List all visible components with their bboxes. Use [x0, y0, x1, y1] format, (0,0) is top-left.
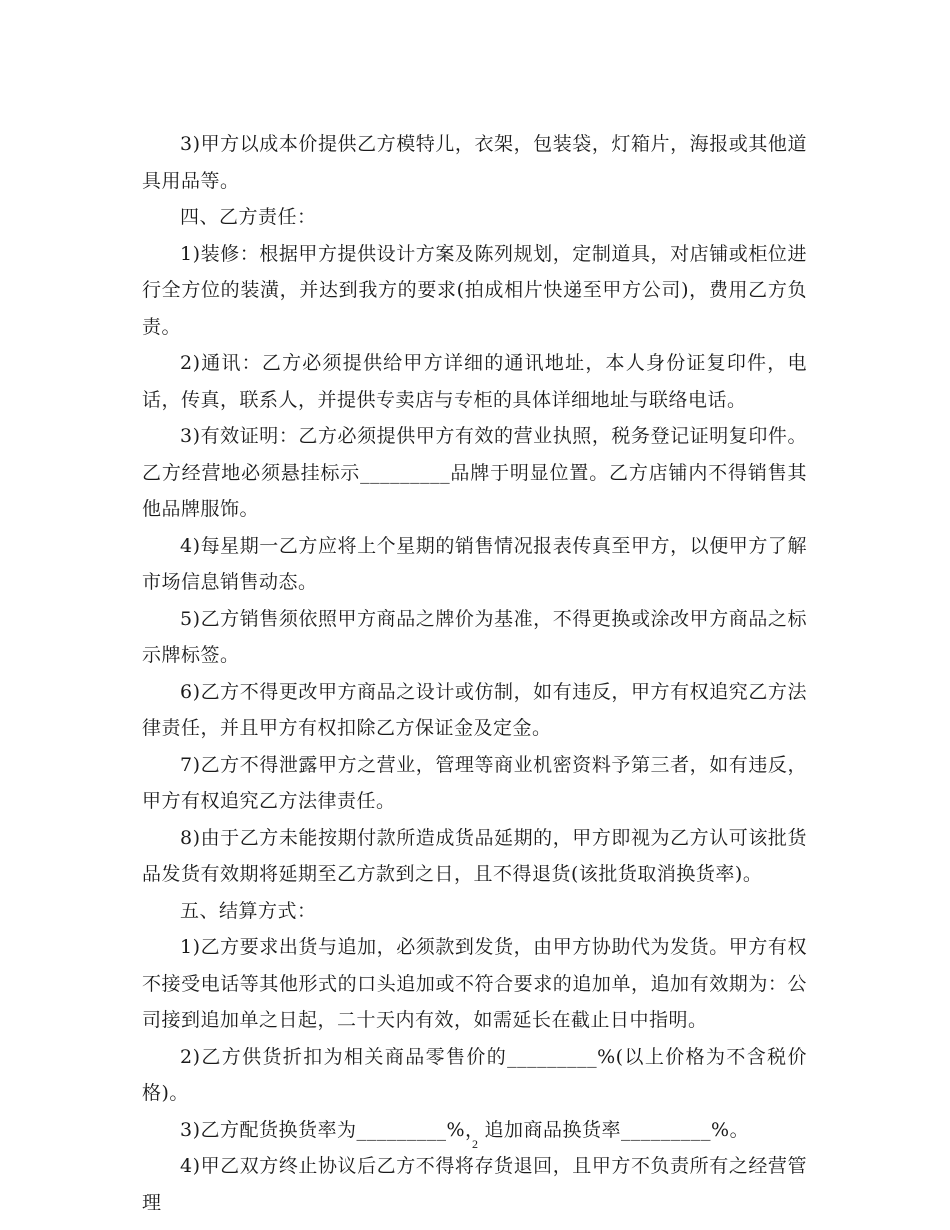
page-number: 2: [472, 1137, 478, 1151]
paragraph: 8)由于乙方未能按期付款所造成货品延期的，甲方即视为乙方认可该批货品发货有效期将延期至乙方款到之日，且不得退货(该批货取消换货率)。: [142, 826, 807, 885]
paragraph: 6)乙方不得更改甲方商品之设计或仿制，如有违反，甲方有权追究乙方法律责任，并且甲方有权扣除乙方保证金及定金。: [142, 680, 807, 739]
paragraph: 5)乙方销售须依照甲方商品之牌价为基准，不得更换或涂改甲方商品之标示牌标签。: [142, 607, 807, 666]
paragraph: 4)甲乙双方终止协议后乙方不得将存货退回，且甲方不负责所有之经营管理: [142, 1155, 807, 1214]
paragraph: 2)乙方供货折扣为相关商品零售价的_________%(以上价格为不含税价格)。: [142, 1045, 807, 1104]
paragraph: 2)通讯：乙方必须提供给甲方详细的通讯地址，本人身份证复印件，电话，传真，联系人，并提供专卖店与专柜的具体详细地址与联络电话。: [142, 352, 807, 411]
paragraph: 3)甲方以成本价提供乙方模特儿，衣架，包装袋，灯箱片，海报或其他道具用品等。: [142, 133, 807, 192]
section-heading: 四、乙方责任：: [180, 206, 317, 228]
paragraph: 1)乙方要求出货与追加，必须款到发货，由甲方协助代为发货。甲方有权不接受电话等其他形式的口头追加或不符合要求的追加单，追加有效期为：公司接到追加单之日起，二十天内有效，如需延长在截止日中指明。: [142, 936, 807, 1031]
section-heading: 五、结算方式：: [180, 899, 317, 922]
document-body: [142, 126, 807, 1221]
paragraph: 3)有效证明：乙方必须提供甲方有效的营业执照，税务登记证明复印件。乙方经营地必须悬挂标示_________品牌于明显位置。乙方店铺内不得销售其他品牌服饰。: [142, 425, 807, 520]
paragraph: 3)乙方配货换货率为_________%，追加商品换货率_________%。: [180, 1118, 750, 1141]
paragraph: 1)装修：根据甲方提供设计方案及陈列规划，定制道具，对店铺或柜位进行全方位的装潢，并达到我方的要求(拍成相片快递至甲方公司)，费用乙方负责。: [142, 242, 807, 338]
paragraph: 4)每星期一乙方应将上个星期的销售情况报表传真至甲方，以便甲方了解市场信息销售动态。: [142, 534, 807, 593]
paragraph: 7)乙方不得泄露甲方之营业，管理等商业机密资料予第三者，如有违反，甲方有权追究乙方法律责任。: [142, 753, 807, 812]
